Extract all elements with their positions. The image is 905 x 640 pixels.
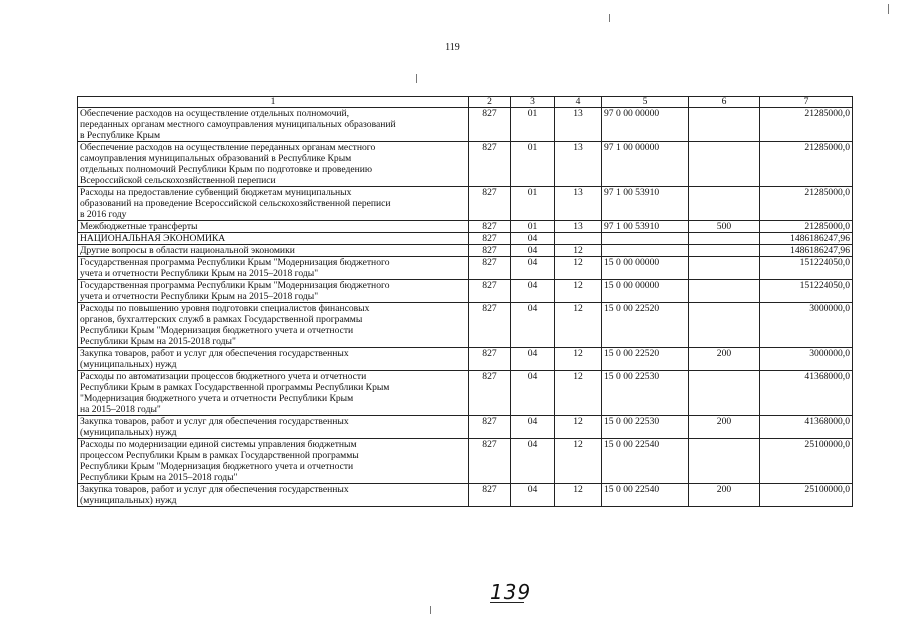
amount-cell: 3000000,0 [760, 348, 853, 371]
column-header: 3 [511, 97, 555, 108]
section-code-cell: 04 [511, 303, 555, 348]
amount-cell: 25100000,0 [760, 439, 853, 484]
admin-code-cell: 827 [469, 221, 511, 233]
target-article-cell: 15 0 00 22530 [602, 371, 689, 416]
expense-name-cell [78, 416, 469, 439]
table-row [78, 187, 853, 221]
column-header: 4 [555, 97, 602, 108]
expense-name-line: Расходы по модернизации единой системы управления бюджетным [80, 439, 357, 450]
expense-name-line: Республики Крым в рамках Государственной программы Республики Крым [80, 382, 390, 393]
expense-name-cell [78, 187, 469, 221]
expense-type-cell [689, 439, 760, 484]
target-article-cell: 15 0 00 00000 [602, 280, 689, 303]
column-header: 5 [602, 97, 689, 108]
column-header: 7 [760, 97, 853, 108]
expense-name-line: Республики Крым на 2015-2018 годы" [80, 336, 236, 347]
expense-name-cell [78, 439, 469, 484]
expense-name-line: в Республике Крым [80, 130, 161, 141]
subsection-code-cell: 12 [555, 280, 602, 303]
target-article-cell: 15 0 00 22540 [602, 439, 689, 484]
section-code-cell: 04 [511, 245, 555, 257]
section-code-cell: 04 [511, 233, 555, 245]
expense-name-line: самоуправления муниципальных образований в Республике Крым [80, 153, 352, 164]
target-article-cell: 15 0 00 00000 [602, 257, 689, 280]
target-article-cell: 97 1 00 53910 [602, 187, 689, 221]
admin-code-cell: 827 [469, 245, 511, 257]
target-article-cell: 15 0 00 22520 [602, 348, 689, 371]
admin-code-cell: 827 [469, 303, 511, 348]
table-row [78, 233, 853, 245]
subsection-code-cell: 12 [555, 484, 602, 507]
amount-cell: 41368000,0 [760, 371, 853, 416]
expense-name-cell [78, 221, 469, 233]
table-row [78, 221, 853, 233]
expense-name-line: Другие вопросы в области национальной экономики [80, 245, 295, 256]
table-row [78, 348, 853, 371]
amount-cell: 21285000,0 [760, 142, 853, 187]
budget-table [77, 96, 853, 507]
section-code-cell: 04 [511, 348, 555, 371]
page-number: 119 [445, 42, 460, 53]
table-row [78, 108, 853, 142]
subsection-code-cell: 13 [555, 142, 602, 187]
expense-name-line: в 2016 году [80, 209, 127, 220]
target-article-cell: 97 0 00 00000 [602, 108, 689, 142]
target-article-cell: 15 0 00 22530 [602, 416, 689, 439]
table-row [78, 371, 853, 416]
expense-name-line: "Модернизация бюджетного учета и отчетности Республики Крым [80, 393, 354, 404]
section-code-cell: 01 [511, 108, 555, 142]
expense-name-line: Республики Крым "Модернизация бюджетного учета и отчетности [80, 325, 354, 336]
table-body [78, 108, 853, 507]
subsection-code-cell: 12 [555, 303, 602, 348]
target-article-cell: 97 1 00 53910 [602, 221, 689, 233]
admin-code-cell: 827 [469, 371, 511, 416]
expense-name-line: Расходы по повышению уровня подготовки специалистов финансовых [80, 303, 370, 314]
expense-type-cell [689, 233, 760, 245]
admin-code-cell: 827 [469, 348, 511, 371]
expense-name-cell [78, 245, 469, 257]
expense-name-line: Закупка товаров, работ и услуг для обеспечения государственных [80, 348, 349, 359]
expense-name-cell [78, 484, 469, 507]
expense-name-line: органов, бухгалтерских служб в рамках Государственной программы [80, 314, 363, 325]
expense-name-line: Всероссийской сельскохозяйственной переписи [80, 175, 276, 186]
expense-type-cell [689, 108, 760, 142]
expense-type-cell: 200 [689, 348, 760, 371]
subsection-code-cell [555, 233, 602, 245]
target-article-cell [602, 233, 689, 245]
column-number-row [78, 97, 853, 108]
expense-type-cell [689, 187, 760, 221]
expense-type-cell [689, 257, 760, 280]
expense-type-cell: 500 [689, 221, 760, 233]
section-code-cell: 01 [511, 142, 555, 187]
expense-name-line: Республики Крым "Модернизация бюджетного учета и отчетности [80, 461, 354, 472]
target-article-cell: 15 0 00 22540 [602, 484, 689, 507]
table-row [78, 439, 853, 484]
expense-type-cell [689, 303, 760, 348]
expense-name-line: НАЦИОНАЛЬНАЯ ЭКОНОМИКА [80, 233, 226, 244]
table-row [78, 142, 853, 187]
subsection-code-cell: 13 [555, 108, 602, 142]
column-header: 1 [78, 97, 469, 108]
admin-code-cell: 827 [469, 233, 511, 245]
expense-name-line: учета и отчетности Республики Крым на 2015–2018 годы" [80, 291, 319, 302]
handwritten-number-text: 139 [490, 580, 532, 604]
column-header: 2 [469, 97, 511, 108]
expense-name-line: отдельных полномочий Республики Крым по подготовке и проведению [80, 164, 373, 175]
subsection-code-cell: 12 [555, 245, 602, 257]
expense-name-line: Обеспечение расходов на осуществление переданных органам местного [80, 142, 376, 153]
expense-name-line: на 2015–2018 годы" [80, 404, 161, 415]
target-article-cell [602, 245, 689, 257]
expense-name-cell [78, 108, 469, 142]
section-code-cell: 04 [511, 439, 555, 484]
amount-cell: 1486186247,96 [760, 233, 853, 245]
expense-name-line: образований на проведение Всероссийской сельскохозяйственной переписи [80, 198, 391, 209]
amount-cell: 151224050,0 [760, 257, 853, 280]
expense-name-line: процессом Республики Крым в рамках Государственной программы [80, 450, 359, 461]
subsection-code-cell: 12 [555, 257, 602, 280]
amount-cell: 21285000,0 [760, 187, 853, 221]
amount-cell: 21285000,0 [760, 221, 853, 233]
admin-code-cell: 827 [469, 416, 511, 439]
section-code-cell: 01 [511, 221, 555, 233]
admin-code-cell: 827 [469, 484, 511, 507]
amount-cell: 41368000,0 [760, 416, 853, 439]
section-code-cell: 04 [511, 280, 555, 303]
admin-code-cell: 827 [469, 187, 511, 221]
expense-name-cell [78, 142, 469, 187]
expense-name-cell [78, 371, 469, 416]
expense-name-line: Государственная программа Республики Крым "Модернизация бюджетного [80, 257, 390, 268]
expense-name-line: (муниципальных) нужд [80, 495, 177, 506]
expense-type-cell [689, 142, 760, 187]
subsection-code-cell: 12 [555, 439, 602, 484]
subsection-code-cell: 12 [555, 416, 602, 439]
expense-name-cell [78, 303, 469, 348]
expense-name-line: Государственная программа Республики Крым "Модернизация бюджетного [80, 280, 390, 291]
amount-cell: 1486186247,96 [760, 245, 853, 257]
section-code-cell: 01 [511, 187, 555, 221]
target-article-cell: 97 1 00 00000 [602, 142, 689, 187]
expense-name-line: учета и отчетности Республики Крым на 2015–2018 годы" [80, 268, 319, 279]
expense-name-line: Республики Крым на 2015–2018 годы" [80, 472, 238, 483]
expense-name-line: Межбюджетные трансферты [80, 221, 198, 232]
expense-name-line: Закупка товаров, работ и услуг для обеспечения государственных [80, 484, 349, 495]
expense-type-cell [689, 245, 760, 257]
subsection-code-cell: 13 [555, 221, 602, 233]
table-row [78, 484, 853, 507]
admin-code-cell: 827 [469, 108, 511, 142]
admin-code-cell: 827 [469, 280, 511, 303]
admin-code-cell: 827 [469, 257, 511, 280]
expense-name-cell [78, 257, 469, 280]
amount-cell: 3000000,0 [760, 303, 853, 348]
handwritten-sheet-number [490, 580, 531, 603]
expense-type-cell: 200 [689, 484, 760, 507]
section-code-cell: 04 [511, 416, 555, 439]
amount-cell: 151224050,0 [760, 280, 853, 303]
section-code-cell: 04 [511, 371, 555, 416]
scan-speck [609, 14, 610, 22]
scan-speck [888, 4, 889, 14]
section-code-cell: 04 [511, 257, 555, 280]
subsection-code-cell: 12 [555, 371, 602, 416]
amount-cell: 25100000,0 [760, 484, 853, 507]
expense-name-line: (муниципальных) нужд [80, 359, 177, 370]
target-article-cell: 15 0 00 22520 [602, 303, 689, 348]
admin-code-cell: 827 [469, 439, 511, 484]
expense-name-line: переданных органам местного самоуправления муниципальных образований [80, 119, 396, 130]
expense-name-line: Расходы по автоматизации процессов бюджетного учета и отчетности [80, 371, 367, 382]
expense-name-line: Закупка товаров, работ и услуг для обеспечения государственных [80, 416, 349, 427]
expense-name-cell [78, 348, 469, 371]
subsection-code-cell: 13 [555, 187, 602, 221]
amount-cell: 21285000,0 [760, 108, 853, 142]
subsection-code-cell: 12 [555, 348, 602, 371]
expense-name-cell [78, 233, 469, 245]
scan-speck [416, 74, 417, 83]
scan-speck [430, 606, 431, 614]
section-code-cell: 04 [511, 484, 555, 507]
expense-name-line: Расходы на предоставление субвенций бюджетам муниципальных [80, 187, 352, 198]
table-row [78, 280, 853, 303]
table-row [78, 303, 853, 348]
table-row [78, 257, 853, 280]
table-row [78, 416, 853, 439]
expense-name-line: Обеспечение расходов на осуществление отдельных полномочий, [80, 108, 350, 119]
expense-name-line: (муниципальных) нужд [80, 427, 177, 438]
expense-type-cell: 200 [689, 416, 760, 439]
expense-type-cell [689, 280, 760, 303]
table-row [78, 245, 853, 257]
column-header: 6 [689, 97, 760, 108]
admin-code-cell: 827 [469, 142, 511, 187]
expense-type-cell [689, 371, 760, 416]
expense-name-cell [78, 280, 469, 303]
